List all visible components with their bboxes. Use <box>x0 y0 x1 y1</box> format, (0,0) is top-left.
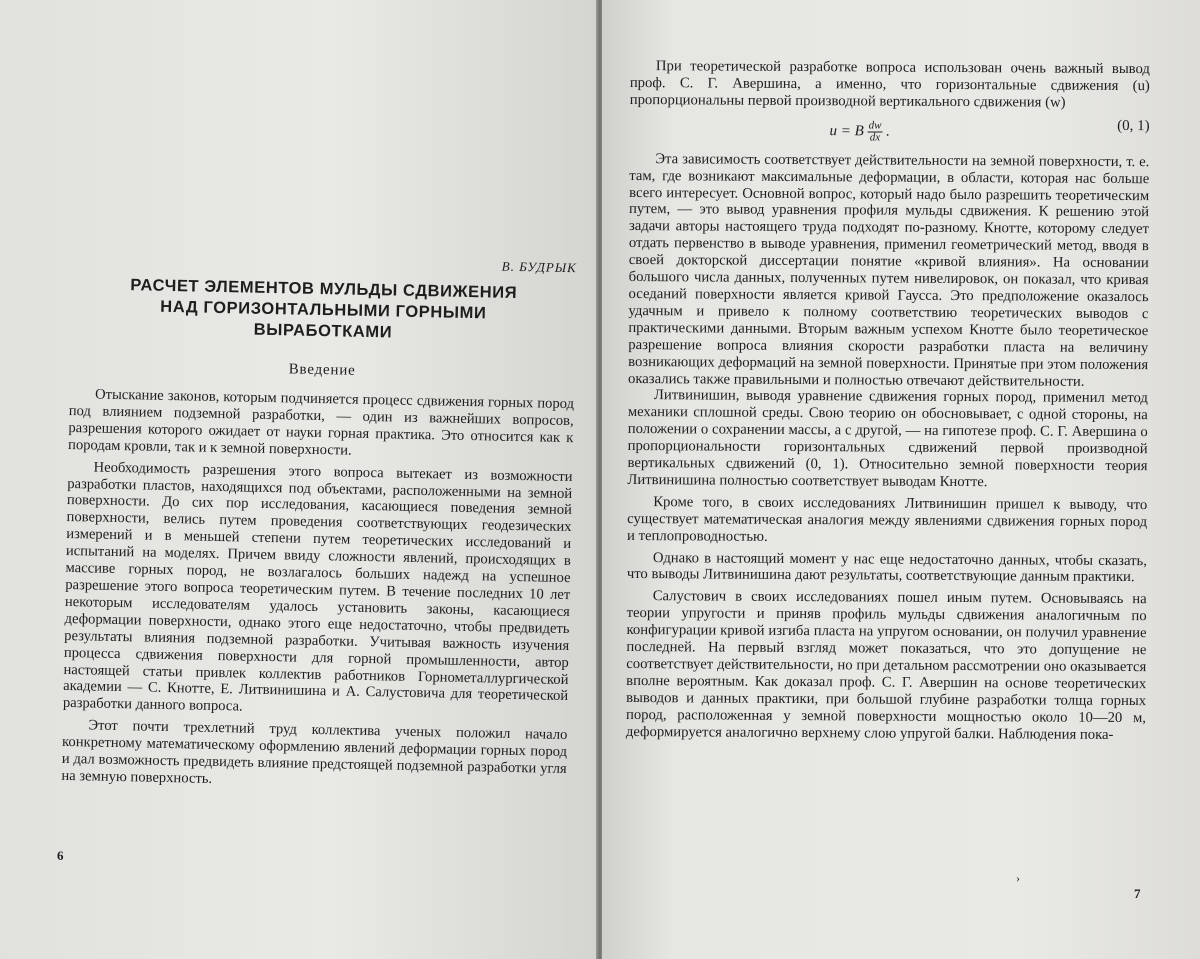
paragraph: При теоретической разработке вопроса использован очень важный вывод проф. С. Г. Авершина, а именно, что горизонтальные сдвижения (u) пропорциональны первой производной вертикального сдвижения (w) <box>629 58 1150 111</box>
title-line: НАД ГОРИЗОНТАЛЬНЫМИ ГОРНЫМИ <box>160 297 487 323</box>
paragraph: Кроме того, в своих исследованиях Литвинишин пришел к выводу, что существует математическая аналогия между явлениями сдвижения горных пород и теплопроводностью. <box>627 493 1148 545</box>
section-heading: Введение <box>288 361 356 379</box>
equation-number: (0, 1) <box>1117 117 1150 134</box>
paragraph: Необходимость разрешения этого вопроса вытекает из возможности разработки пластов, находящихся под объектами, расположенными на земной поверхности. До сих пор исследования, касающиеся поведения земной поверхности, велись путем проведения соответствующих геодезических измерений и в меньшей степени путем теоретических исследований и испытаний на моделях. Причем ввиду сложности явлений, происходящих в массиве горных пород, не возлагалось больших надежд на успешное разрешение этого вопроса теоретическим путем. В течение последних 10 лет некоторым исследователям удалось установить законы, касающиеся деформации поверхности, однако этого еще недостаточно, чтобы предвидеть результаты влияния подземной разработки. Учитывая важность изучения процесса сдвижения поверхности для горной промышленности, автор настоящей статьи привлек коллектив работников Горнометаллургической академии — С. Кнотте, Е. Литвинишина и А. Салустовича для теоретической разработки данного вопроса. <box>62 459 573 715</box>
title-line: РАСЧЕТ ЭЛЕМЕНТОВ МУЛЬДЫ СДВИЖЕНИЯ <box>130 276 518 302</box>
formula-fraction <box>868 120 883 143</box>
paragraph: Салустович в своих исследованиях пошел иным путем. Основываясь на теории упругости и приняв профиль мульды сдвижения аналогичным по конфигурации кривой изгиба пласта на упругом основании, он получил уравнение последней. На первый взгляд может показаться, что это допущение не соответствует действительности, но при детальном рассмотрении оно оказывается вполне вероятным. Как доказал проф. С. Г. Авершин на основе теоретических выводов и данных практики, при большой глубине разработки толща горных пород, расположенная у земной поверхности мощностью около 10—20 м, деформируется аналогично верхнему слою упругой балки. Наблюдения пока- <box>625 588 1147 743</box>
left-page <box>0 0 598 959</box>
formula-numerator: dw <box>868 119 882 132</box>
title-line: ВЫРАБОТКАМИ <box>253 320 393 342</box>
page-number: 6 <box>57 848 64 863</box>
print-mark: › <box>1016 871 1020 885</box>
article-title <box>70 274 576 347</box>
right-page <box>602 0 1200 959</box>
paragraph: Отыскание законов, которым подчиняется процесс сдвижения горных пород под влиянием подземной разработки, — один из важнейших вопросов, разрешения которого ожидает от науки горная практика. Это относится как к породам кровли, так и к земной поверхности. <box>67 386 575 459</box>
formula-lhs: u = B <box>829 122 864 140</box>
formula-tail: . <box>886 123 890 140</box>
formula-expression <box>829 120 890 143</box>
right-page-text-block <box>626 58 1150 744</box>
paragraph: Литвинишин, выводя уравнение сдвижения горных пород, применил метод механики сплошной среды. Свою теорию он обосновывает, с одной стороны, на положении о сохранении массы, а с другой, — на гипотезе проф. С. Г. Авершина о пропорциональности горизонтальных сдвижений первой производной вертикальных сдвижений (0, 1). Относительно земной поверхности теория Литвинишина полностью соответствует выводам Кнотте. <box>627 387 1148 491</box>
author-name: В. БУДРЫК <box>501 258 577 276</box>
left-page-text-block <box>61 250 577 795</box>
formula <box>629 113 1149 146</box>
paragraph: Эта зависимость соответствует действительности на земной поверхности, т. е. там, где возникают максимальные деформации, в области, которая нас больше всего интересует. Основной вопрос, который надо было разрешить теоретическим путем, — это вывод уравнения профиля мульды сдвижения. К решению этой задачи авторы настоящего труда подходят по-разному. Кнотте, которому следует отдать первенство в выводе уравнения, применил геометрический метод, вводя в своей докторской диссертации понятие «кривой влияния». На основании большого числа данных, полученных путем нивелировок, он показал, что кривая оседаний поверхности является кривой Гаусса. Это предположение оказалось удачным и привело к полному соответствию теоретических выводов с практическими данными. Вторым важным успехом Кнотте было теоретическое разрешение вопроса влияния скорости разработки пласта на величину возникающих деформаций на земной поверхности. Принятые при этом положения оказались также правильными и полностью отвечают действительности. <box>627 150 1150 390</box>
paragraph: Этот почти трехлетний труд коллектива ученых положил начало конкретному математическому оформлению явлений деформации горных пород и дал возможность предвидеть влияние предстоящей подземной разработки угля на земную поверхность. <box>61 717 568 787</box>
page-number: 7 <box>1134 886 1141 901</box>
paragraph: Однако в настоящий момент у нас еще недостаточно данных, чтобы сказать, что выводы Литвинишина дают результаты, соответствующие данным практики. <box>626 549 1147 586</box>
formula-denominator: dx <box>869 131 881 144</box>
